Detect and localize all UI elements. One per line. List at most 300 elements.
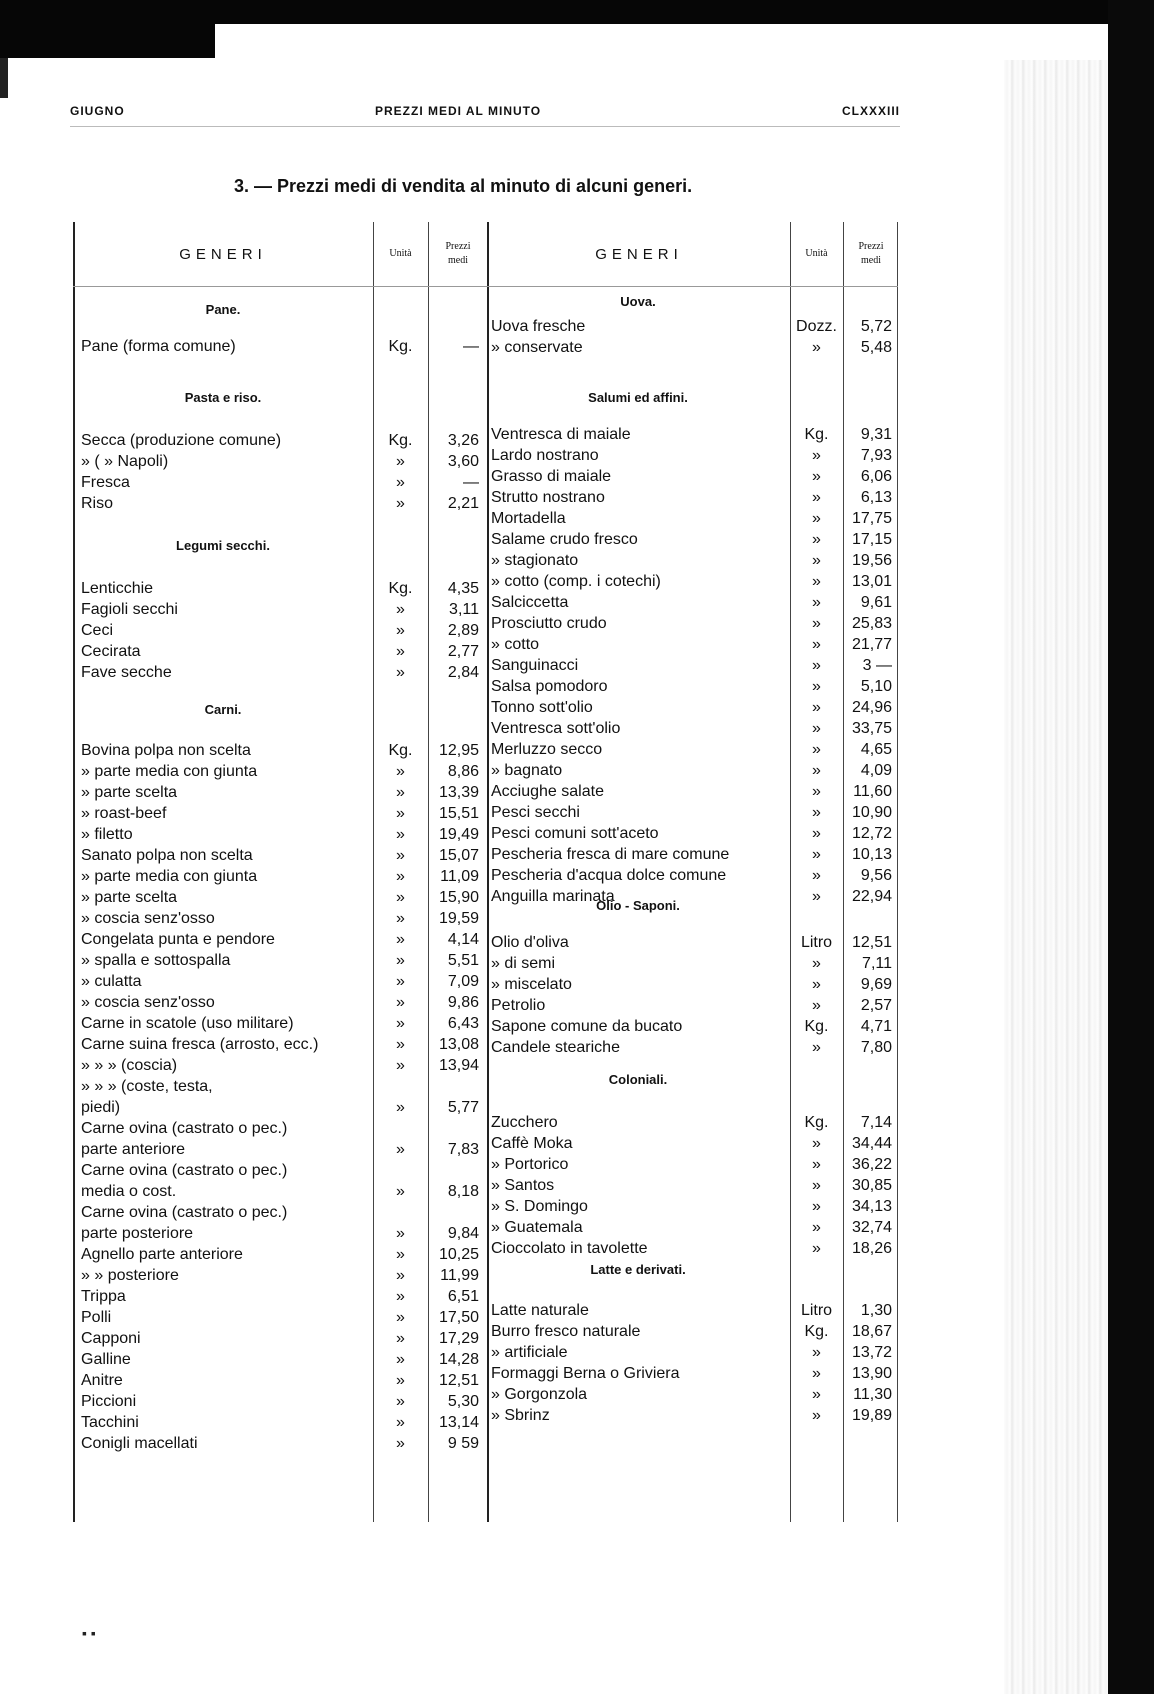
table-row bbox=[73, 571, 898, 592]
item-price: 24,96 bbox=[851, 699, 892, 716]
item-unit: » bbox=[812, 1198, 821, 1215]
item-unit: » bbox=[812, 720, 821, 737]
item-price: — bbox=[463, 338, 479, 355]
item-price: 9 59 bbox=[447, 1435, 479, 1452]
item-unit: » bbox=[812, 447, 821, 464]
table-row bbox=[73, 1238, 898, 1259]
item-name: » Guatemala bbox=[491, 1219, 583, 1236]
item-unit: » bbox=[812, 594, 821, 611]
item-name: Pescheria d'acqua dolce comune bbox=[491, 867, 727, 884]
item-name: Acciughe salate bbox=[491, 783, 604, 800]
item-price: 4,09 bbox=[860, 762, 892, 779]
item-price: 15,51 bbox=[438, 805, 479, 822]
item-unit: » bbox=[812, 976, 821, 993]
item-unit: » bbox=[396, 1435, 405, 1452]
item-price: 17,15 bbox=[851, 531, 892, 548]
item-price: 4,35 bbox=[447, 580, 479, 597]
section-heading-olio: Olio - Saponi. bbox=[596, 898, 680, 913]
item-name: Tacchini bbox=[81, 1414, 139, 1431]
item-unit: » bbox=[396, 1183, 405, 1200]
item-name: Cioccolato in tavolette bbox=[491, 1240, 648, 1257]
table-row bbox=[73, 697, 898, 718]
item-price: 7,80 bbox=[860, 1039, 892, 1056]
item-unit: » bbox=[396, 1330, 405, 1347]
item-name: Carne ovina (castrato o pec.) bbox=[81, 1162, 288, 1179]
table-row bbox=[73, 1016, 898, 1037]
item-name: Salame crudo fresco bbox=[491, 531, 638, 548]
item-unit: » bbox=[396, 1288, 405, 1305]
item-name: media o cost. bbox=[81, 1183, 177, 1200]
item-price: 10,13 bbox=[851, 846, 892, 863]
col-header-generi-left: GENERI bbox=[179, 245, 267, 263]
item-price: 4,71 bbox=[860, 1018, 892, 1035]
item-name: » parte media con giunta bbox=[81, 763, 258, 780]
item-name: Fresca bbox=[81, 474, 130, 491]
table-row bbox=[73, 487, 898, 508]
item-price: 14,28 bbox=[438, 1351, 479, 1368]
item-name: Pesci comuni sott'aceto bbox=[491, 825, 659, 842]
item-name: » artificiale bbox=[491, 1344, 568, 1361]
item-name: » culatta bbox=[81, 973, 142, 990]
item-name: Galline bbox=[81, 1351, 131, 1368]
item-price: 5,72 bbox=[860, 318, 892, 335]
item-name: » » posteriore bbox=[81, 1267, 179, 1284]
item-name: Fave secche bbox=[81, 664, 172, 681]
item-price: 2,89 bbox=[447, 622, 479, 639]
item-price: 4,65 bbox=[860, 741, 892, 758]
table-row bbox=[73, 1363, 898, 1384]
item-name: Ventresca sott'olio bbox=[491, 720, 621, 737]
item-name: » Santos bbox=[491, 1177, 555, 1194]
item-price: 13,08 bbox=[438, 1036, 479, 1053]
item-price: 7,83 bbox=[447, 1141, 479, 1158]
item-price: 2,57 bbox=[860, 997, 892, 1014]
col-header-price-right: Prezzi medi bbox=[858, 241, 884, 266]
item-unit: » bbox=[812, 552, 821, 569]
item-unit: » bbox=[396, 495, 405, 512]
item-price: 10,25 bbox=[438, 1246, 479, 1263]
table-row bbox=[73, 1405, 898, 1426]
header-month: GIUGNO bbox=[70, 104, 125, 118]
item-price: 15,90 bbox=[438, 889, 479, 906]
item-price: 4,14 bbox=[447, 931, 479, 948]
table-row bbox=[73, 1342, 898, 1363]
scan-top-notch bbox=[215, 24, 1115, 64]
col-header-unit-left: Unità bbox=[389, 248, 412, 259]
table-row bbox=[73, 1196, 898, 1217]
col-header-price-left: Prezzi medi bbox=[445, 241, 471, 266]
item-unit: » bbox=[812, 1407, 821, 1424]
table-row bbox=[73, 613, 898, 634]
section-heading-pasta: Pasta e riso. bbox=[184, 390, 262, 405]
table-row bbox=[73, 529, 898, 550]
item-unit: » bbox=[396, 1057, 405, 1074]
item-unit: » bbox=[396, 453, 405, 470]
item-name: Agnello parte anteriore bbox=[81, 1246, 243, 1263]
item-name: parte posteriore bbox=[81, 1225, 194, 1242]
item-price: 5,51 bbox=[447, 952, 479, 969]
table-row bbox=[73, 676, 898, 697]
item-unit: » bbox=[396, 931, 405, 948]
item-price: 12,72 bbox=[851, 825, 892, 842]
item-unit: » bbox=[396, 601, 405, 618]
table-row bbox=[73, 802, 898, 823]
item-name: parte anteriore bbox=[81, 1141, 186, 1158]
item-name: » stagionato bbox=[491, 552, 579, 569]
table-row bbox=[73, 550, 898, 571]
item-unit: » bbox=[812, 339, 821, 356]
item-name: Lardo nostrano bbox=[491, 447, 599, 464]
item-price: 12,95 bbox=[438, 742, 479, 759]
scan-left-shadow bbox=[0, 58, 8, 98]
item-price: 5,48 bbox=[860, 339, 892, 356]
item-name: » parte scelta bbox=[81, 784, 178, 801]
item-name: Latte naturale bbox=[491, 1302, 589, 1319]
item-price: 2,84 bbox=[447, 664, 479, 681]
item-price: 7,11 bbox=[862, 955, 892, 972]
item-price: 6,13 bbox=[860, 489, 892, 506]
item-unit: » bbox=[396, 1141, 405, 1158]
table-row bbox=[73, 1300, 898, 1321]
table-title: 3. — Prezzi medi di vendita al minuto di alcuni generi. bbox=[234, 176, 693, 196]
item-name: » coscia senz'osso bbox=[81, 994, 215, 1011]
item-unit: » bbox=[812, 531, 821, 548]
item-name: Strutto nostrano bbox=[491, 489, 605, 506]
table-row bbox=[73, 1112, 898, 1133]
item-price: 21,77 bbox=[851, 636, 892, 653]
item-unit: » bbox=[396, 1267, 405, 1284]
item-unit: » bbox=[812, 846, 821, 863]
table-row bbox=[73, 844, 898, 865]
running-header bbox=[70, 100, 900, 122]
item-price: — bbox=[463, 474, 479, 491]
item-unit: » bbox=[812, 1135, 821, 1152]
item-unit: » bbox=[396, 1393, 405, 1410]
item-price: 9,31 bbox=[860, 426, 892, 443]
item-price: 11,99 bbox=[440, 1267, 479, 1284]
item-unit: » bbox=[812, 762, 821, 779]
item-unit: » bbox=[812, 699, 821, 716]
item-unit: » bbox=[812, 678, 821, 695]
item-price: 8,18 bbox=[447, 1183, 479, 1200]
item-unit: » bbox=[812, 804, 821, 821]
item-name: Trippa bbox=[81, 1288, 126, 1305]
item-name: » » » (coscia) bbox=[81, 1057, 178, 1074]
table-row bbox=[73, 1321, 898, 1342]
item-name: Sapone comune da bucato bbox=[491, 1018, 683, 1035]
item-price: 10,90 bbox=[851, 804, 892, 821]
item-name: » cotto (comp. i cotechi) bbox=[491, 573, 661, 590]
item-name: Bovina polpa non scelta bbox=[81, 742, 251, 759]
item-name: Cecirata bbox=[81, 643, 141, 660]
item-name: Zucchero bbox=[491, 1114, 558, 1131]
item-price: 13,94 bbox=[438, 1057, 479, 1074]
item-name: » Portorico bbox=[491, 1156, 569, 1173]
header-divider bbox=[73, 286, 898, 287]
table-row bbox=[73, 508, 898, 529]
table-row bbox=[73, 655, 898, 676]
item-price: 17,50 bbox=[438, 1309, 479, 1326]
table-row bbox=[73, 974, 898, 995]
table-row bbox=[73, 865, 898, 886]
item-unit: » bbox=[396, 952, 405, 969]
item-price: 5,30 bbox=[447, 1393, 479, 1410]
table-row bbox=[73, 466, 898, 487]
item-unit: » bbox=[396, 847, 405, 864]
item-unit: » bbox=[812, 955, 821, 972]
item-name: » bagnato bbox=[491, 762, 563, 779]
item-price: 33,75 bbox=[851, 720, 892, 737]
item-name: Caffè Moka bbox=[491, 1135, 573, 1152]
item-unit: » bbox=[812, 1344, 821, 1361]
item-unit: » bbox=[396, 973, 405, 990]
item-name: Sanato polpa non scelta bbox=[81, 847, 253, 864]
item-unit: » bbox=[396, 1246, 405, 1263]
item-name: Salsa pomodoro bbox=[491, 678, 608, 695]
item-price: 3,26 bbox=[447, 432, 479, 449]
table-row bbox=[73, 1217, 898, 1238]
table-row bbox=[73, 1384, 898, 1405]
item-unit: » bbox=[396, 910, 405, 927]
item-price: 11,30 bbox=[853, 1386, 892, 1403]
item-unit: » bbox=[396, 763, 405, 780]
item-name: Burro fresco naturale bbox=[491, 1323, 641, 1340]
table-row bbox=[73, 1037, 898, 1058]
item-name: Ceci bbox=[81, 622, 114, 639]
item-name: Pescheria fresca di mare comune bbox=[491, 846, 730, 863]
item-name: » » » (coste, testa, bbox=[81, 1078, 213, 1095]
item-unit: » bbox=[812, 657, 821, 674]
item-unit: » bbox=[812, 867, 821, 884]
item-name: Piccioni bbox=[81, 1393, 137, 1410]
item-name: Tonno sott'olio bbox=[491, 699, 593, 716]
item-unit: Kg. bbox=[804, 1018, 829, 1035]
item-price: 13,72 bbox=[851, 1344, 892, 1361]
item-name: » roast-beef bbox=[81, 805, 167, 822]
item-unit: Kg. bbox=[804, 1323, 829, 1340]
item-unit: » bbox=[812, 888, 821, 905]
item-name: » ( » Napoli) bbox=[81, 453, 169, 470]
item-name: Carne ovina (castrato o pec.) bbox=[81, 1204, 288, 1221]
item-name: Sanguinacci bbox=[491, 657, 579, 674]
item-price: 22,94 bbox=[851, 888, 892, 905]
item-price: 18,26 bbox=[851, 1240, 892, 1257]
item-price: 9,61 bbox=[860, 594, 892, 611]
item-price: 12,51 bbox=[438, 1372, 479, 1389]
item-unit: » bbox=[812, 783, 821, 800]
table-row bbox=[73, 760, 898, 781]
item-unit: » bbox=[812, 1156, 821, 1173]
item-price: 5,10 bbox=[860, 678, 892, 695]
item-price: 3 — bbox=[862, 657, 892, 674]
item-unit: Dozz. bbox=[796, 318, 837, 335]
section-heading-carni: Carni. bbox=[204, 702, 242, 717]
col-header-unit-right: Unità bbox=[805, 248, 828, 259]
item-unit: » bbox=[812, 1177, 821, 1194]
table-row bbox=[73, 1154, 898, 1175]
table-row bbox=[73, 823, 898, 844]
item-unit: » bbox=[396, 1225, 405, 1242]
item-price: 30,85 bbox=[851, 1177, 892, 1194]
header-title: PREZZI MEDI AL MINUTO bbox=[375, 104, 542, 118]
item-unit: » bbox=[812, 573, 821, 590]
item-price: 13,01 bbox=[851, 573, 892, 590]
item-name: Carne ovina (castrato o pec.) bbox=[81, 1120, 288, 1137]
item-unit: » bbox=[396, 1372, 405, 1389]
item-unit: Litro bbox=[800, 934, 833, 951]
item-price: 9,56 bbox=[860, 867, 892, 884]
table-row bbox=[73, 995, 898, 1016]
item-unit: » bbox=[812, 825, 821, 842]
item-price: 1,30 bbox=[860, 1302, 892, 1319]
col-header-generi-right: GENERI bbox=[595, 245, 683, 263]
item-unit: » bbox=[396, 474, 405, 491]
header-rule bbox=[70, 126, 900, 127]
item-name: Pane (forma comune) bbox=[81, 338, 236, 355]
item-price: 25,83 bbox=[851, 615, 892, 632]
item-unit: » bbox=[396, 868, 405, 885]
table-row bbox=[73, 1433, 898, 1454]
item-price: 7,93 bbox=[860, 447, 892, 464]
item-name: » cotto bbox=[491, 636, 540, 653]
section-heading-legumi: Legumi secchi. bbox=[176, 538, 270, 553]
item-unit: » bbox=[396, 1351, 405, 1368]
item-price: 34,44 bbox=[851, 1135, 892, 1152]
item-name: Congelata punta e pendore bbox=[81, 931, 275, 948]
item-price: 8,86 bbox=[447, 763, 479, 780]
table-row bbox=[73, 953, 898, 974]
item-unit: » bbox=[396, 805, 405, 822]
table-row bbox=[73, 1133, 898, 1154]
item-name: piedi) bbox=[81, 1099, 121, 1116]
item-unit: » bbox=[396, 622, 405, 639]
item-unit: Kg. bbox=[804, 426, 829, 443]
item-price: 12,51 bbox=[851, 934, 892, 951]
item-unit: » bbox=[812, 1240, 821, 1257]
item-unit: » bbox=[812, 1386, 821, 1403]
item-name: Mortadella bbox=[491, 510, 566, 527]
item-unit: Kg. bbox=[388, 580, 413, 597]
item-name: Merluzzo secco bbox=[491, 741, 603, 758]
item-price: 17,29 bbox=[438, 1330, 479, 1347]
table-row bbox=[73, 337, 898, 358]
item-unit: » bbox=[396, 1036, 405, 1053]
table-row bbox=[73, 316, 898, 337]
item-price: 9,86 bbox=[447, 994, 479, 1011]
item-name: » filetto bbox=[81, 826, 133, 843]
item-name: Pesci secchi bbox=[491, 804, 580, 821]
item-price: 32,74 bbox=[851, 1219, 892, 1236]
item-name: Anguilla marinata bbox=[491, 888, 615, 905]
table-row bbox=[73, 718, 898, 739]
item-name: » S. Domingo bbox=[491, 1198, 588, 1215]
item-price: 17,75 bbox=[851, 510, 892, 527]
section-heading-salumi: Salumi ed affini. bbox=[588, 390, 688, 405]
table-row bbox=[73, 592, 898, 613]
item-price: 13,90 bbox=[851, 1365, 892, 1382]
item-price: 13,14 bbox=[438, 1414, 479, 1431]
item-name: Conigli macellati bbox=[81, 1435, 198, 1452]
item-unit: Kg. bbox=[388, 338, 413, 355]
item-price: 2,77 bbox=[447, 643, 479, 660]
item-name: Anitre bbox=[81, 1372, 123, 1389]
item-unit: » bbox=[812, 741, 821, 758]
item-unit: » bbox=[396, 889, 405, 906]
item-name: » miscelato bbox=[491, 976, 572, 993]
item-price: 3,11 bbox=[449, 601, 479, 618]
item-name: Carne suina fresca (arrosto, ecc.) bbox=[81, 1036, 319, 1053]
item-name: Carne in scatole (uso militare) bbox=[81, 1015, 294, 1032]
table-row bbox=[73, 739, 898, 760]
item-name: » conservate bbox=[491, 339, 583, 356]
header-page-number: CLXXXIII bbox=[841, 104, 900, 118]
table-row bbox=[73, 932, 898, 953]
item-name: » Sbrinz bbox=[491, 1407, 550, 1424]
item-unit: Kg. bbox=[388, 432, 413, 449]
section-heading-uova: Uova. bbox=[620, 294, 656, 309]
item-unit: » bbox=[812, 997, 821, 1014]
item-name: Riso bbox=[81, 495, 114, 512]
item-name: Fagioli secchi bbox=[81, 601, 178, 618]
scan-artifact: ▪ ▪ bbox=[82, 1625, 96, 1641]
item-name: » Gorgonzola bbox=[491, 1386, 588, 1403]
item-name: Salciccetta bbox=[491, 594, 569, 611]
item-unit: Litro bbox=[800, 1302, 833, 1319]
table-row bbox=[73, 781, 898, 802]
item-unit: » bbox=[812, 1039, 821, 1056]
item-name: Petrolio bbox=[491, 997, 546, 1014]
item-price: 15,07 bbox=[438, 847, 479, 864]
item-unit: » bbox=[396, 1099, 405, 1116]
item-price: 9,84 bbox=[447, 1225, 479, 1242]
table-row bbox=[73, 445, 898, 466]
item-unit: Kg. bbox=[388, 742, 413, 759]
item-price: 2,21 bbox=[447, 495, 479, 512]
item-price: 7,09 bbox=[447, 973, 479, 990]
item-name: Formaggi Berna o Griviera bbox=[491, 1365, 680, 1382]
item-unit: » bbox=[812, 1219, 821, 1236]
item-price: 19,59 bbox=[438, 910, 479, 927]
item-unit: » bbox=[396, 1414, 405, 1431]
item-name: » coscia senz'osso bbox=[81, 910, 215, 927]
item-name: Secca (produzione comune) bbox=[81, 432, 282, 449]
table-row bbox=[73, 634, 898, 655]
item-price: 6,06 bbox=[860, 468, 892, 485]
item-name: Polli bbox=[81, 1309, 112, 1326]
item-price: 3,60 bbox=[447, 453, 479, 470]
item-price: 13,39 bbox=[438, 784, 479, 801]
item-unit: » bbox=[812, 1365, 821, 1382]
item-unit: » bbox=[812, 636, 821, 653]
item-unit: » bbox=[812, 468, 821, 485]
item-unit: » bbox=[396, 1309, 405, 1326]
item-unit: » bbox=[396, 994, 405, 1011]
item-unit: » bbox=[396, 664, 405, 681]
item-price: 6,51 bbox=[447, 1288, 479, 1305]
item-unit: » bbox=[812, 489, 821, 506]
item-unit: Kg. bbox=[804, 1114, 829, 1131]
item-unit: » bbox=[396, 643, 405, 660]
item-price: 19,49 bbox=[438, 826, 479, 843]
item-name: » parte scelta bbox=[81, 889, 178, 906]
table-row bbox=[73, 1175, 898, 1196]
item-name: Candele steariche bbox=[491, 1039, 620, 1056]
section-heading-latte: Latte e derivati. bbox=[590, 1262, 686, 1277]
item-price: 36,22 bbox=[851, 1156, 892, 1173]
scan-right-border bbox=[1108, 0, 1154, 1694]
scan-page-edges bbox=[1004, 60, 1108, 1694]
price-table bbox=[73, 222, 898, 1522]
